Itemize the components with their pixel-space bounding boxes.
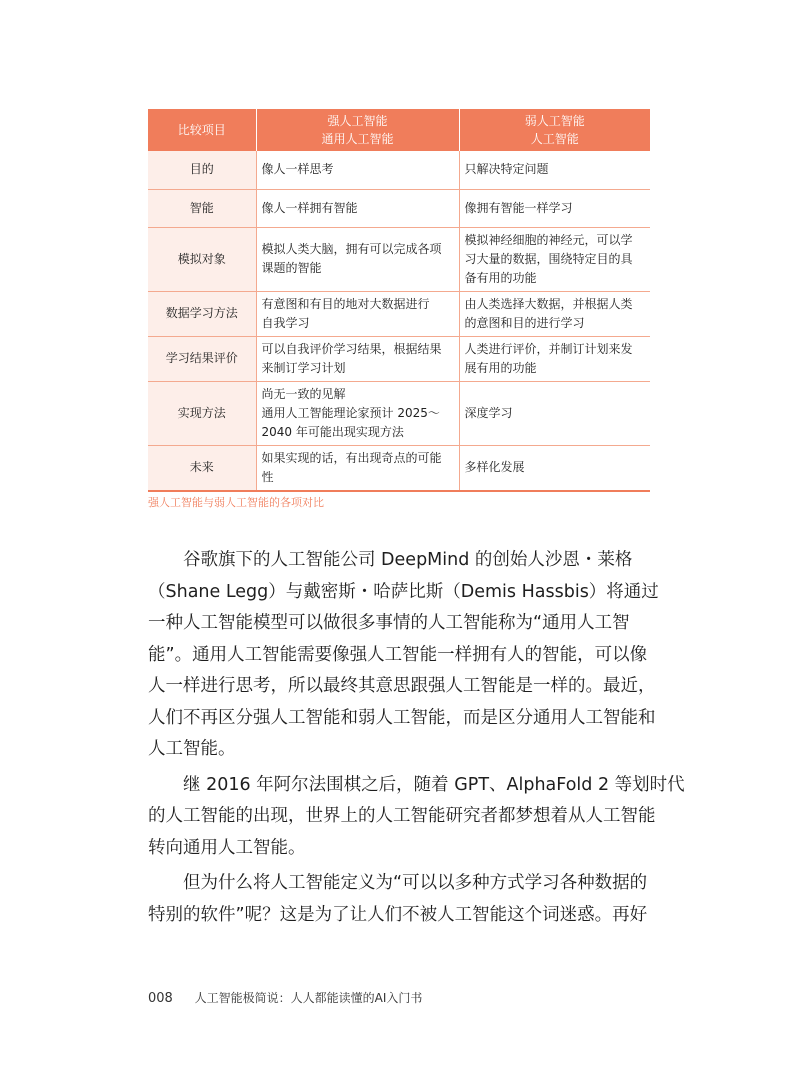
strong-cell [256,381,459,445]
book-title: 人工智能极简说：人人都能读懂的AI入门书 [194,991,423,1005]
table-caption: 强人工智能与弱人工智能的各项对比 [148,496,324,509]
cell-line: 可以自我评价学习结果，根据结果 [261,341,442,356]
cell-line: 模拟人类大脑，拥有可以完成各项 [261,242,442,256]
cell-line: 有意图和有目的地对大数据进行 [261,296,430,311]
cell-line: 像拥有智能一样学习 [464,200,573,215]
weak-cell [459,151,650,189]
paragraph [148,770,685,865]
cell-line: 通用人工智能理论家预计 2025～ [261,405,440,420]
row-label: 未来 [148,445,256,491]
cell-line: 的意图和目的进行学习 [464,315,585,330]
cell-line: 只解决特定问题 [464,162,549,177]
text-line: 的人工智能的出现，世界上的人工智能研究者都梦想着从人工智能 [148,806,656,826]
page-footer [148,989,422,1006]
text-line: 转向通用人工智能。 [148,837,306,858]
table-row [148,291,650,336]
table-row [148,445,650,491]
cell-line: 模拟神经细胞的神经元，可以学 [464,232,633,247]
strong-cell [256,291,459,336]
cell-line: 自我学习 [261,315,310,330]
page-number: 008 [148,991,173,1006]
row-label: 目的 [148,151,256,189]
weak-cell [459,445,650,491]
text-line: 谷歌旗下的人工智能公司 DeepMind 的创始人沙恩・莱格 [183,550,633,570]
weak-cell [459,381,650,445]
strong-cell [256,445,459,491]
comparison-table [148,109,650,492]
text-line: 人一样进行思考，所以最终其意思跟强人工智能是一样的。最近， [148,676,656,696]
cell-line: 习大量的数据，围绕特定目的具 [464,251,633,266]
weak-cell [459,336,650,381]
cell-line: 人类进行评价，并制订计划来发 [464,341,633,356]
header-weak-ai-line: 人工智能 [530,132,579,146]
cell-line: 像人一样拥有智能 [261,200,358,215]
text-line: 人工智能。 [148,739,236,759]
header-compare-item: 比较项目 [148,109,256,151]
cell-line: 备有用的功能 [464,270,537,285]
table-row [148,189,650,227]
table-row [148,381,650,445]
header-strong-ai-line: 通用人工智能 [321,132,394,146]
text-line: 但为什么将人工智能定义为“可以以多种方式学习各种数据的 [183,873,648,893]
strong-cell [256,151,459,189]
paragraph [148,868,653,931]
cell-line: 2040 年可能出现实现方法 [261,424,404,439]
weak-cell [459,227,650,291]
cell-line: 由人类选择大数据，并根据人类 [464,296,633,311]
cell-line: 性 [261,469,274,484]
row-label: 实现方法 [148,381,256,445]
cell-line: 尚无一致的见解 [261,386,346,401]
text-line: 人们不再区分强人工智能和弱人工智能，而是区分通用人工智能和 [148,707,656,728]
body-text [148,545,685,935]
strong-cell [256,336,459,381]
row-label: 模拟对象 [148,227,256,291]
cell-line: 深度学习 [464,405,513,420]
weak-cell [459,189,650,227]
cell-line: 多样化发展 [464,460,525,475]
strong-cell [256,189,459,227]
text-line: （Shane Legg）与戴密斯・哈萨比斯（Demis Hassbis）将通过 [148,581,659,602]
text-line: 特别的软件”呢？这是为了让人们不被人工智能这个词迷惑。再好 [148,904,648,925]
cell-line: 像人一样思考 [261,162,334,177]
cell-line: 课题的智能 [261,261,322,275]
header-weak-ai-line: 弱人工智能 [524,114,585,128]
row-label: 学习结果评价 [148,336,256,381]
text-line: 能”。通用人工智能需要像强人工智能一样拥有人的智能，可以像 [148,644,648,665]
header-strong-ai [256,109,459,151]
table-row [148,336,650,381]
header-strong-ai-line: 强人工智能 [327,114,388,128]
cell-line: 如果实现的话，有出现奇点的可能 [261,450,442,465]
paragraph [148,545,659,766]
weak-cell [459,291,650,336]
row-label: 智能 [148,189,256,227]
cell-line: 来制订学习计划 [261,360,346,375]
cell-line: 展有用的功能 [464,360,537,375]
header-weak-ai [459,109,650,151]
text-line: 一种人工智能模型可以做很多事情的人工智能称为“通用人工智 [148,613,630,633]
strong-cell [256,227,459,291]
table-row [148,227,650,291]
text-line: 继 2016 年阿尔法围棋之后，随着 GPT、AlphaFold 2 等划时代 [183,774,685,795]
row-label: 数据学习方法 [148,291,256,336]
table-row [148,151,650,189]
table-header-row [148,109,650,151]
